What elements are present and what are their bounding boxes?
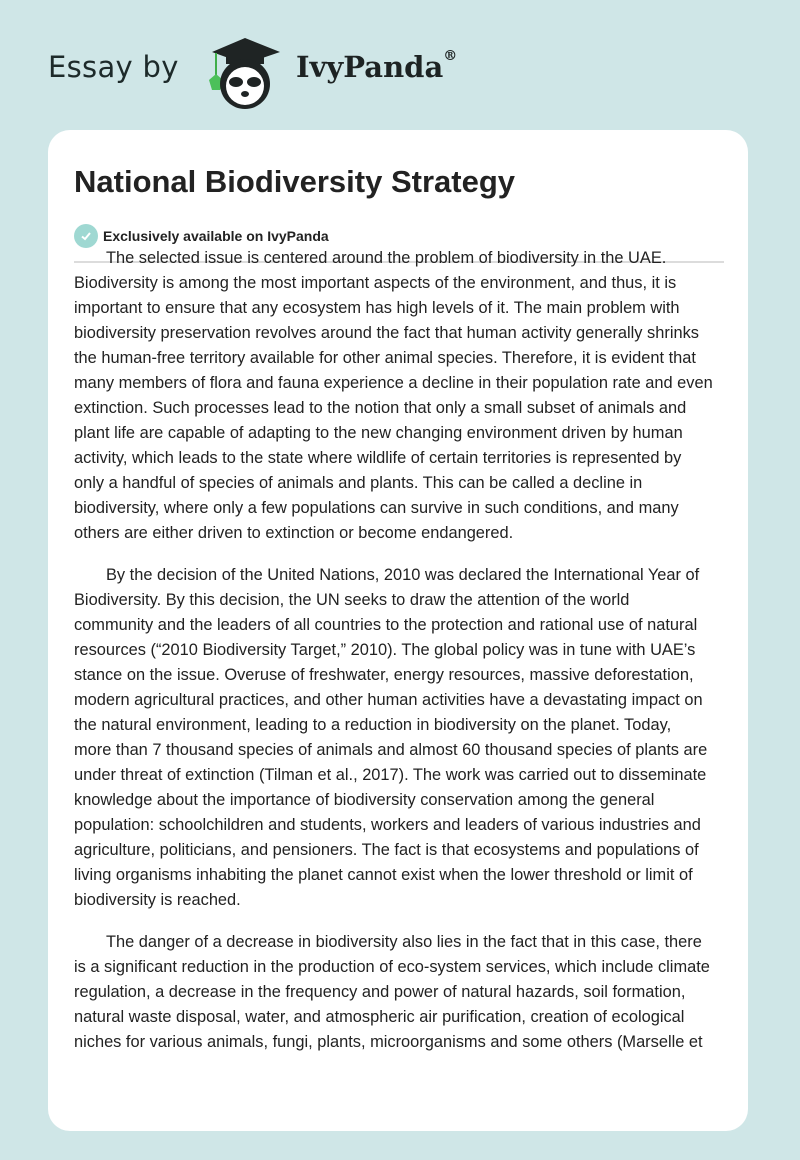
registered-mark: ® [443,48,458,64]
essay-card [48,130,748,1131]
text-line: biodiversity is reached. [74,891,241,909]
text-line: others are either driven to extinction or become endangered. [74,524,514,542]
text-line: the natural environment, leading to a reduction in biodiversity on the planet. Today, [74,716,672,734]
text-line: The danger of a decrease in biodiversity also lies in the fact that in this case, there [106,933,702,951]
text-line: only a handful of species of animals and plants. This can be called a decline in [74,474,643,492]
text-line: many members of flora and fauna experience a decline in their population rate and even [74,374,713,392]
check-circle-icon [74,224,98,248]
text-line: plant life are capable of adapting to the new changing environment driven by human [74,424,683,442]
text-line: agriculture, politicians, and pensioners. The fact is that ecosystems and populations of [74,841,699,859]
ivypanda-logo-icon[interactable] [200,34,290,114]
text-line: under threat of extinction (Tilman et al., 2017). The work was carried out to disseminate [74,766,707,784]
essay-body [74,246,734,1072]
paragraph [74,930,734,1055]
text-line: more than 7 thousand species of animals and almost 60 thousand species of plants are [74,741,708,759]
text-line: living organisms inhabiting the planet cannot exist when the lower threshold or limit of [74,866,693,884]
text-line: The selected issue is centered around the problem of biodiversity in the UAE. [106,249,667,267]
text-line: community and the leaders of all countries to the protection and rational use of natural [74,616,698,634]
text-line: is a significant reduction in the production of eco-system services, which include climate [74,958,710,976]
text-line: regulation, a decrease in the frequency and power of natural hazards, soil formation, [74,983,686,1001]
brand-text: IvyPanda [296,50,444,84]
text-line: the human-free territory available for other animal species. Therefore, it is evident that [74,349,696,367]
paragraph [74,563,734,913]
text-line: biodiversity, where only a few populations can survive in such conditions, and many [74,499,679,517]
exclusive-label: Exclusively available on IvyPanda [103,228,329,244]
text-line: Biodiversity. By this decision, the UN seeks to draw the attention of the world [74,591,630,609]
text-line: natural waste disposal, water, and atmospheric air purification, creation of ecological [74,1008,685,1026]
text-line: niches for various animals, fungi, plants, microorganisms and some others (Marselle et [74,1033,703,1051]
text-line: modern agricultural practices, and other human activities have a devastating impact on [74,691,703,709]
site-header [0,20,800,130]
text-line: extinction. Such processes lead to the notion that only a small subset of animals and [74,399,687,417]
text-line: population: schoolchildren and students, workers and leaders of various industries and [74,816,701,834]
text-line: important to ensure that any ecosystem has high levels of it. The main problem with [74,299,680,317]
text-line: knowledge about the importance of biodiversity conservation among the general [74,791,655,809]
page-title: National Biodiversity Strategy [74,164,516,199]
text-line: stance on the issue. Overuse of freshwater, energy resources, massive deforestation, [74,666,694,684]
text-line: By the decision of the United Nations, 2010 was declared the International Year of [106,566,700,584]
exclusive-badge [74,224,329,248]
text-line: Biodiversity is among the most important aspects of the environment, and thus, it is [74,274,677,292]
paragraph [74,246,734,546]
text-line: activity, which leads to the state where wildlife of certain territories is represented by [74,449,682,467]
text-line: resources (“2010 Biodiversity Target,” 2010). The global policy was in tune with UAE’s [74,641,696,659]
essay-by-label: Essay by [48,50,179,84]
text-line: biodiversity preservation revolves around the fact that human activity generally shrinks [74,324,699,342]
brand-name[interactable] [296,50,457,84]
